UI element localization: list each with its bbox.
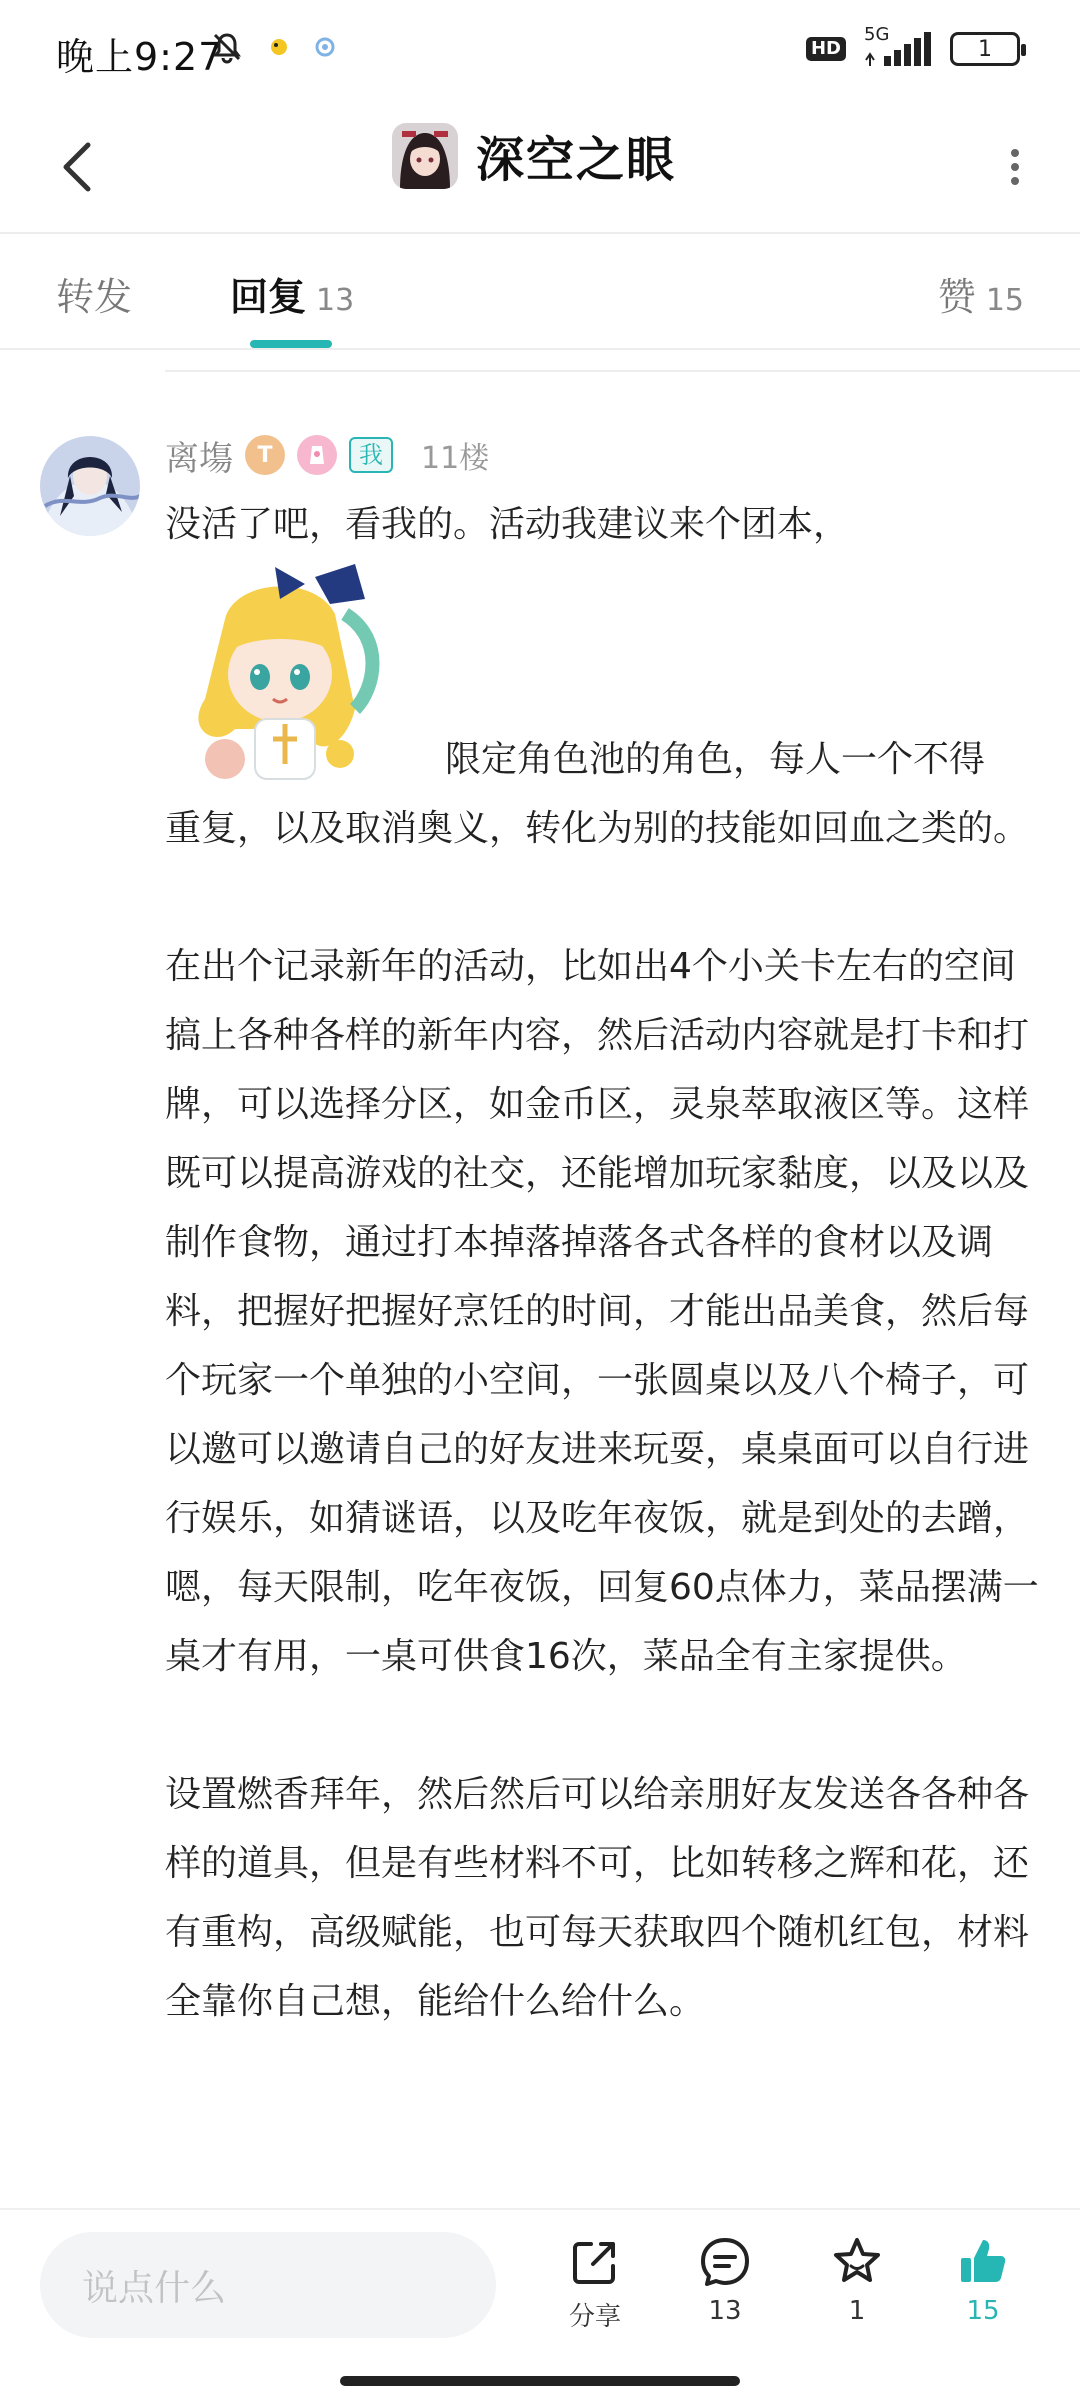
battery-icon [950,32,1020,66]
tab-bar [0,232,1080,348]
tab-reply-label: 回复 [230,275,307,319]
status-system-icons [806,24,1020,68]
divider [0,348,1080,350]
like-button[interactable] [928,2234,1038,2326]
tab-like-label: 赞 [937,275,976,319]
reply-paragraph-2: 在出个记录新年的活动，比如出4个小关卡左右的空间搞上各种各样的新年内容，然后活动内容就是打卡和打牌，可以选择分区，如金币区，灵泉萃取液区等。这样既可以提高游戏的社交，还能增加玩家黏度，以及以及制作食物，通过打本掉落掉落各式各样的食材以及调料，把握好把握好烹饪的时间，才能出品美食，然后每个玩家一个单独的小空间，一张圆桌以及八个椅子，可以邀可以邀请自己的好友进来玩耍，桌桌面可以自行进行娱乐，如猜谜语，以及吃年夜饭，就是到处的去蹭，嗯，每天限制，吃年夜饭，回复60点体力，菜品摆满一桌才有用，一桌可供食16次，菜品全有主家提供。 [165,946,1039,1677]
reply-content [165,490,1045,2036]
like-count: 15 [966,2296,1000,2326]
paragraph-gap [165,1691,1045,1760]
more-options-button[interactable] [980,127,1050,207]
app-notification-icon-2 [314,36,336,58]
more-vertical-icon [1009,147,1021,187]
comment-button[interactable] [670,2234,780,2326]
comment-input-placeholder: 说点什么 [82,2267,227,2309]
hd-badge: HD [806,37,846,61]
network-type: 5G [864,24,890,45]
comment-icon [697,2234,753,2290]
level-badge: T [245,435,285,475]
comment-input[interactable] [40,2232,496,2338]
comment-count: 13 [708,2296,742,2326]
tab-like[interactable] [938,266,1024,321]
star-icon [829,2234,885,2290]
tab-like-count: 15 [985,283,1024,318]
signal-icon [862,24,934,68]
favorite-count: 1 [848,2296,866,2326]
status-notification-icons [210,30,336,64]
share-label: 分享 [568,2302,621,2332]
back-button[interactable] [38,127,118,207]
user-name[interactable]: 离塲 [165,438,233,479]
sticker-image[interactable] [165,559,435,794]
page-title: 深空之眼 [476,132,677,188]
battery-level: 1 [978,36,992,62]
chevron-left-icon [58,139,98,195]
reply-sticker-text: 限定角色池的角色，每人一个不得 [445,739,986,780]
sticker-line [165,559,1045,794]
status-time: 晚上9:27 [56,35,224,79]
bottom-action-bar [0,2208,1080,2358]
tab-forward-label: 转发 [56,275,133,319]
topic-header[interactable] [392,121,676,190]
active-tab-indicator [250,340,332,348]
tab-forward[interactable] [56,266,132,321]
tab-reply[interactable] [230,266,354,321]
divider [165,370,1080,372]
avatar[interactable] [40,436,140,536]
paragraph-gap [165,863,1045,932]
me-badge: 我 [349,437,393,474]
reply-paragraph-1: 重复，以及取消奥义，转化为别的技能如回血之类的。 [165,808,1030,849]
share-icon [567,2234,623,2290]
user-info-row [165,430,489,480]
bell-off-icon [210,30,244,64]
favorite-button[interactable] [802,2234,912,2326]
reply-intro: 没活了吧，看我的。活动我建议来个团本， [165,504,850,545]
topic-avatar [392,123,458,189]
tab-reply-count: 13 [316,283,355,318]
status-bar [0,0,1080,105]
home-indicator[interactable] [340,2376,740,2386]
floor-number: 11楼 [421,441,490,476]
medal-icon [297,435,337,475]
app-notification-icon [268,36,290,58]
thumbs-up-icon [955,2234,1011,2290]
reply-paragraph-3: 设置燃香拜年，然后然后可以给亲朋好友发送各各种各样的道具，但是有些材料不可，比如转移之辉和花，还有重构，高级赋能，也可每天获取四个随机红包，材料全靠你自己想，能给什么给什么。 [165,1774,1030,2022]
top-nav [0,105,1080,230]
share-button[interactable] [540,2234,650,2333]
